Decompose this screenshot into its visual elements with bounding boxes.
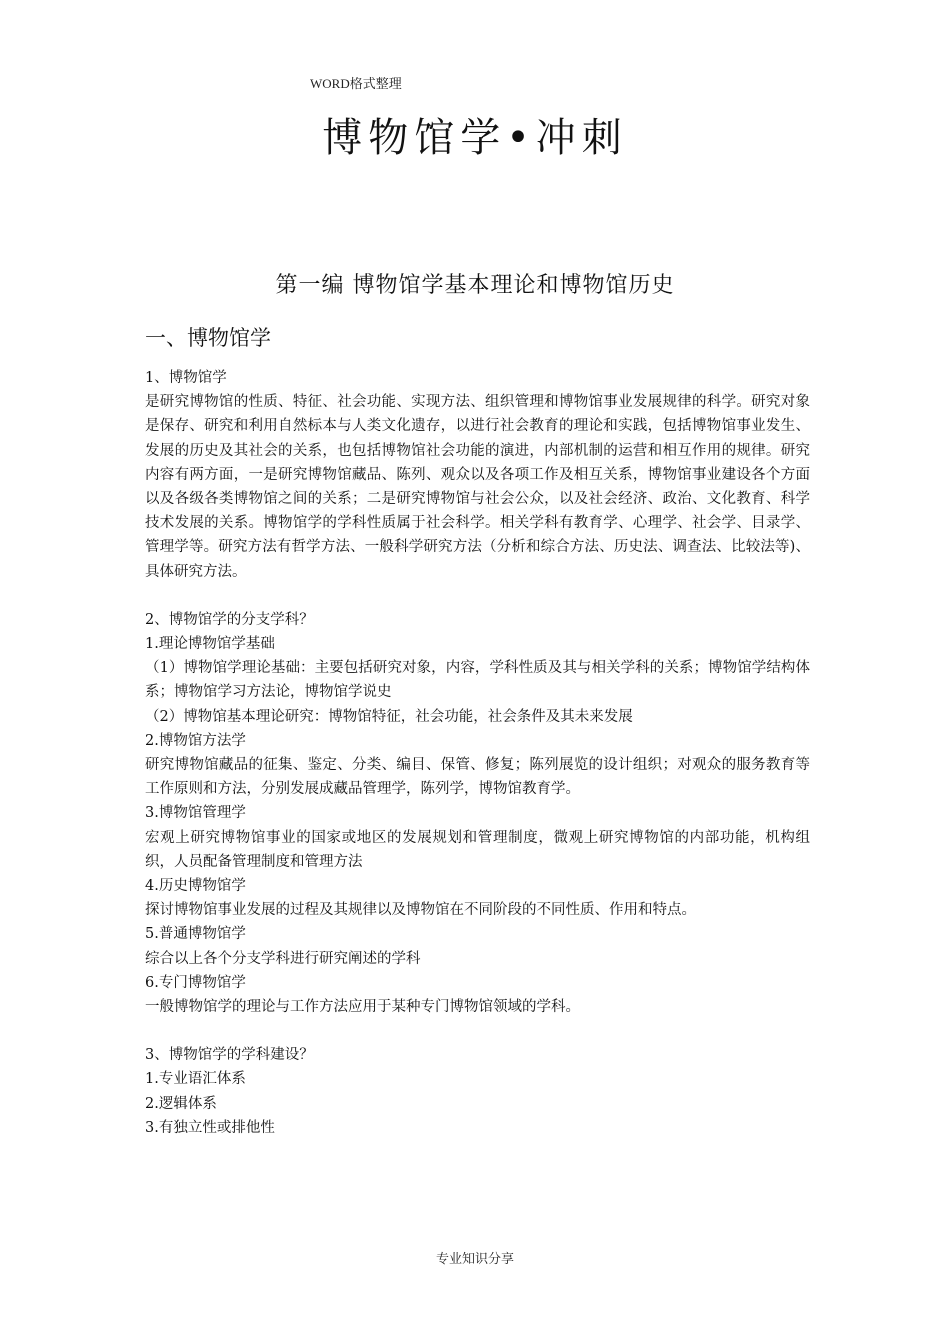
list-line: 宏观上研究博物馆事业的国家或地区的发展规划和管理制度，微观上研究博物馆的内部功能，机构组织，人员配备管理制度和管理方法 — [145, 829, 810, 870]
list-line: 探讨博物馆事业发展的过程及其规律以及博物馆在不同阶段的不同性质、作用和特点。 — [145, 902, 696, 919]
question-block-1 — [145, 366, 810, 584]
list-line: 研究博物馆藏品的征集、鉴定、分类、编目、保管、修复；陈列展览的设计组织；对观众的服务教育等工作原则和方法，分别发展成藏品管理学，陈列学，博物馆教育学。 — [145, 757, 810, 798]
paragraph: 是研究博物馆的性质、特征、社会功能、实现方法、组织管理和博物馆事业发展规律的科学。研究对象是保存、研究和利用自然标本与人类文化遗存，以进行社会教育的理论和实践，包括博物馆事业发生、发展的历史及其社会的关系，也包括博物馆社会功能的演进，内部机制的运营和相互作用的规律。研究内容有两方面，一是研究博物馆藏品、陈列、观众以及各项工作及相互关系，博物馆事业建设各个方面以及各级各类博物馆之间的关系；二是研究博物馆与社会公众，以及社会经济、政治、文化教育、科学技术发展的关系。博物馆学的学科性质属于社会科学。相关学科有教育学、心理学、社会学、目录学、管理学等。研究方法有哲学方法、一般科学研究方法（分析和综合方法、历史法、调查法、比较法等)、具体研究方法。 — [145, 394, 810, 580]
document-title: 博物馆学•冲刺 — [322, 115, 628, 161]
question-heading: 1、博物馆学 — [145, 370, 227, 386]
list-line: （2）博物馆基本理论研究：博物馆特征，社会功能，社会条件及其未来发展 — [145, 708, 633, 725]
list-line: 2.逻辑体系 — [145, 1095, 217, 1112]
question-heading: 2、博物馆学的分支学科？ — [145, 611, 314, 628]
list-line: 6.专门博物馆学 — [145, 974, 246, 991]
document-body — [145, 366, 810, 1140]
list-line: 3.博物馆管理学 — [145, 805, 246, 822]
list-line: 一般博物馆学的理论与工作方法应用于某种专门博物馆领域的学科。 — [145, 999, 580, 1016]
question-block-2 — [145, 608, 810, 1019]
list-line: （1）博物馆学理论基础：主要包括研究对象，内容，学科性质及其与相关学科的关系；博物馆学结构体系；博物馆学习方法论，博物馆学说史 — [145, 660, 810, 701]
footer-note: 专业知识分享 — [435, 1251, 514, 1266]
spacer — [145, 1019, 810, 1043]
list-line: 4.历史博物馆学 — [145, 878, 246, 895]
list-line: 3.有独立性或排他性 — [145, 1119, 275, 1136]
spacer — [145, 584, 810, 608]
list-line: 1.理论博物馆学基础 — [145, 636, 275, 653]
list-line: 综合以上各个分支学科进行研究阐述的学科 — [145, 950, 421, 967]
list-line: 5.普通博物馆学 — [145, 926, 246, 943]
header-note: WORD格式整理 — [310, 76, 402, 91]
question-block-3 — [145, 1043, 810, 1140]
section-title: 一、博物馆学 — [145, 326, 271, 350]
list-line: 2.博物馆方法学 — [145, 732, 246, 749]
list-line: 1.专业语汇体系 — [145, 1071, 246, 1088]
question-heading: 3、博物馆学的学科建设？ — [145, 1047, 314, 1064]
part-title: 第一编 博物馆学基本理论和博物馆历史 — [275, 273, 675, 298]
